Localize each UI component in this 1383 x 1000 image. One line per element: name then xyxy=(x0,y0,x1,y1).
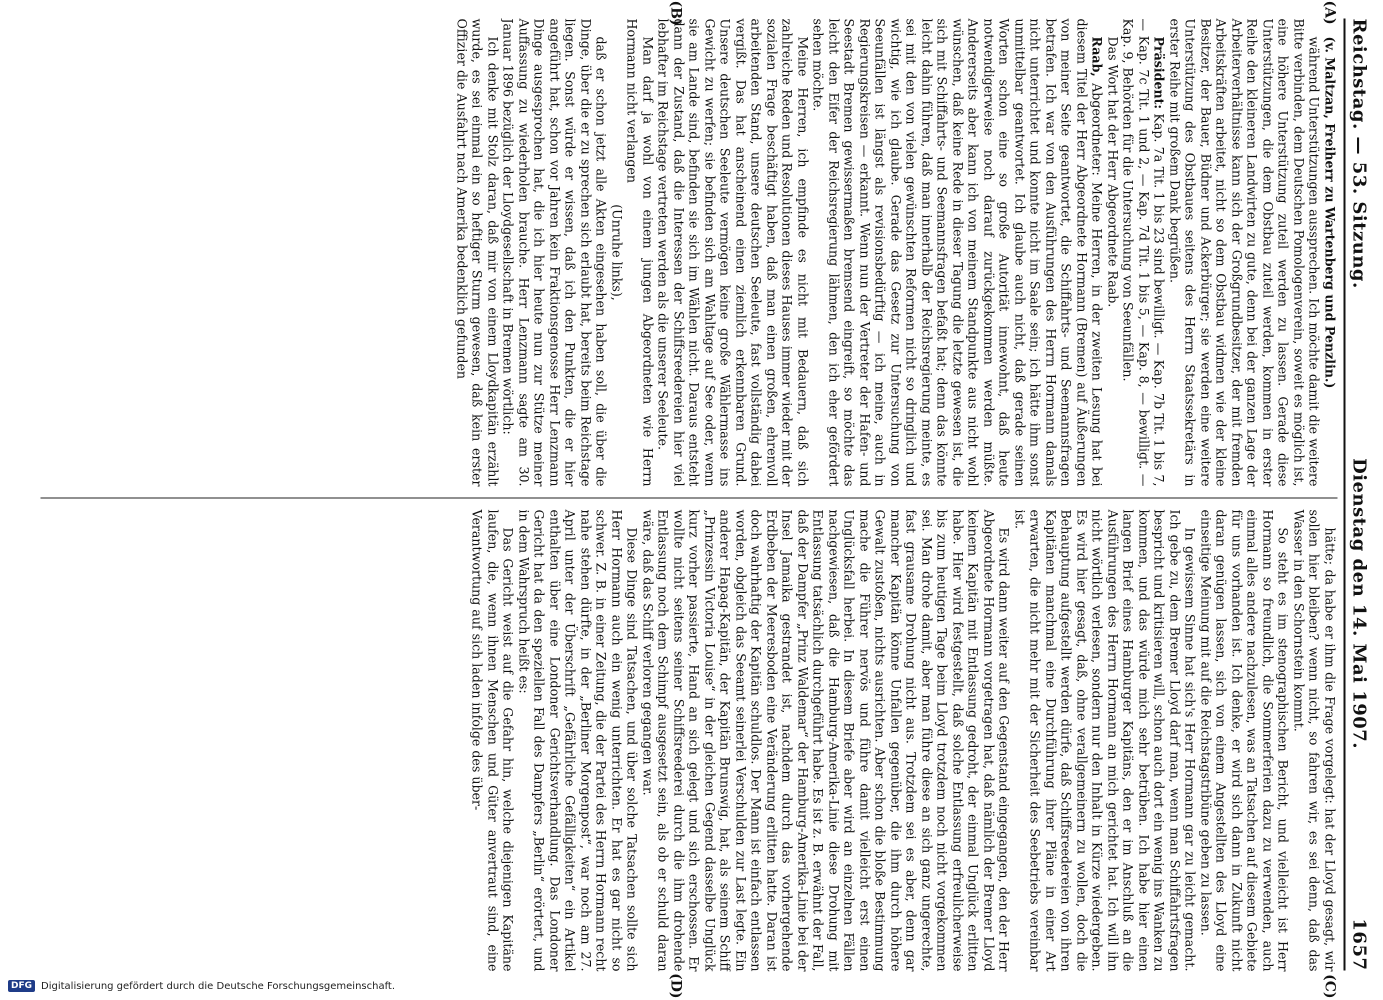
paragraph-text: Abgeordneter: Meine Herren, in der zweiten Lesung hat bei diesem Titel der Herr Abgeordnete Hormann (Bremen) auf Äußerungen von meiner Seite geantwortet, die Schiffahrts- und Seemannsfragen betrafen. Ich war von den Ausführungen des Herrn Hormann damals nicht unterrichtet und konnte nicht im Saale sein; ich hätte ihm sonst unmittelbar geantwortet. Ich glaube auch nicht, daß gerade seinen Worten schon eine so große Autorität innewohnt, daß heute notwendigerweise noch darauf zurückgekommen werden müßte. Andererseits aber kann ich von meinem Standpunkte aus nicht wohl wünschen, daß keine Rede in dieser Tagung die letzte gewesen ist, die sich mit Schiffahrts- und Seemannsfragen befaßt hat; denn das könnte leicht dahin führen, daß man innerhalb der Reichsregierung meinte, es sei mit den von vielen gewünschten Reformen nicht so dringlich und wichtig, wie ich glaube. Gerade das Gesetz zur Untersuchung von Seeunfällen ist längst als revisionsbedürftig — ich meine, auch in Regierungskreisen — erkannt. Wenn nun der Vertreter der Hafen- und Seestadt Bremen gewissermaßen bremsend eingreift, so möchte das leicht den Eifer der Reichsregierung lähmen, den ich eher gefördert sehen möchte. xyxy=(810,18,1105,486)
header-left: Reichstag. — 53. Sitzung. xyxy=(1348,18,1370,289)
paragraph xyxy=(640,509,1012,971)
speaker-name: Raab, xyxy=(1089,36,1105,77)
paragraph xyxy=(469,509,516,971)
paragraph-text: Man darf ja wohl von einem jungen Abgeordneten wie Herrn Hormann nicht verlangen xyxy=(624,18,655,486)
page-number: 1657 xyxy=(1348,917,1370,970)
paragraph xyxy=(1167,18,1322,486)
paragraph-text: Meine Herren, ich empfinde es nicht mit Bedauern, daß sich zahlreiche Reden und Resolutionen dieses Hauses immer wieder mit der sozialen Frage beschäftigt haben, daß man einen großen, ehrenvoll arbeitenden Stand, unsere deutschen Seeleute, fast vollständig dabei vergißt. Das hat anscheinend einen ziemlich erkennbaren Grund. Unsere deutschen Seeleute vermögen keine große Wählermasse ins Gewicht zu werfen; sie befinden sich am Wahltage auf See oder, wenn sie am Lande sind, befinden sie sich im Wählen nicht. Daraus entsteht dann der Zustand, daß die Interessen der Schiffsreedereien hier viel lebhafter im Reichstage vertreten werden als die unserer Seeleute. xyxy=(655,18,810,486)
paragraph-text: Kap. 7a Tit. 1 bis 23 sind bewilligt. — Kap. 7b Tit. 1 bis 7, — Kap. 7c Tit. 1 und 2, — Kap. 7d Tit. 1 bis 5, — Kap. 8, — bewilligt. — Kap. 9, Behörden für die Untersuchung von Seeunfällen. xyxy=(1120,18,1167,486)
footer-text: Digitalisierung gefördert durch die Deutsche Forschungsgemeinschaft. xyxy=(41,980,396,992)
paragraph xyxy=(454,18,501,486)
page-header xyxy=(1343,18,1373,970)
margin-label-b: (B) xyxy=(667,0,683,26)
paragraph xyxy=(516,509,640,971)
paragraph-text: während Unterstützungen aussprechen. Ich möchte damit die weitere Bitte verbinden, dem Deutschen Pomologenverein, soweit es möglich ist, eine höhere Unterstützung zuteil werden zu lassen. Gerade diese Unterstützungen, die dem Obstbau zuteil werden, kommen in erster Reihe den kleineren Landwirten zu gute, denn bei der ganzen Lage der Arbeiterverhältnisse kann sich der Großgrundbesitzer, der mit fremden Arbeitskräften arbeitet, nicht so dem Obstbau widmen wie der kleine Besitzer, der Bauer, Büdner und Ackerbürger; sie werden eine weitere Unterstützung des Obstbaues seitens des Herrn Staatssekretärs in erster Reihe mit großem Dank begrüßen. xyxy=(1167,18,1322,486)
column-divider xyxy=(40,497,1337,498)
paragraph-text: Diese Dinge sind Tatsachen, und über solche Tatsachen sollte sich Herr Hormann auch ein wenig unterrichten. Er hat es gar nicht so schwer. Z. B. in einer Zeitung, die der Partei des Herrn Hormann recht nahe stehen dürfte, in der „Berliner Morgenpost“, war noch am 27. April unter der Überschrift „Gefährliche Gefälligkeiten“ ein Artikel enthalten über eine Londoner Gerichtsverhandlung. Das Londoner Gericht hat da den speziellen Fall des Dampfers „Berlin“ erörtert, und in dem Wahrspruch heißt es: xyxy=(516,509,640,971)
left-text-column xyxy=(40,18,1337,486)
paragraph xyxy=(624,18,655,486)
paragraph xyxy=(1105,18,1121,486)
paragraph-text: Das Gericht weist auf die Gefahr hin, welche diejenigen Kapitäne laufen, die, wenn ihnen Menschen und Güter anvertraut sind, eine Verantwortung auf sich laden infolge des über- xyxy=(469,509,516,971)
margin-label-d: (D) xyxy=(667,972,683,998)
paragraph-text: Das Wort hat der Herr Abgeordnete Raab. xyxy=(1105,36,1120,307)
paragraph xyxy=(1291,509,1338,971)
paragraph-text: hätte; da habe er ihm die Frage vorgelegt: hat der Lloyd gesagt, wir sollen hier bleiben? wenn nicht, so fahren wir, es sei denn, daß das Wasser in den Schornstein kommt. xyxy=(1291,509,1337,971)
paragraph xyxy=(1120,18,1167,486)
speaker-name: (v. Maltzan, Freiherr zu Wartenberg und Penzlin.) xyxy=(1322,36,1337,388)
paragraph xyxy=(500,18,609,486)
paragraph xyxy=(655,18,810,486)
digitization-footer xyxy=(0,978,1383,994)
margin-label-c: (C) xyxy=(1321,973,1337,998)
paragraph-text: Ich denke mit Stolz daran, daß mir von einem Lloydkapitän erzählt wurde, es sei einmal ein so heftiger Sturm gewesen, daß kein erster Offizier die Ausfahrt nach Amerika bedenklich gefunden xyxy=(454,18,500,486)
paragraph xyxy=(1012,509,1198,971)
paragraph xyxy=(609,18,625,486)
paragraph-text: Es wird dann weiter auf den Gegenstand eingegangen, den der Herr Abgeordnete Hormann vorgetragen hat, daß nämlich der Bremer Lloyd keinem Kapitän mit Entlassung gedroht, der einmal Unglück erlitten habe. Hier wird festgestellt, daß solche Entlassung erfreulicherweise bis zum heutigen Tage beim Lloyd trotzdem noch nicht vorgekommen sei. Man drohe damit, aber man führe diese an sich ganz ungerechte, fast grausame Drohung nicht aus. Trotzdem sei es aber, denn gar mancher Kapitän könne Unfallen gegenüber, die ihm durch höhere Gewalt zustoßen, nichts ausrichten. Aber schon die bloße Bestimmung mache die Führer nervös und führe damit vielleicht erst einen Unglücksfall herbei. In diesem Briefe aber wird an einzelnen Fällen nachgewiesen, daß die Hamburg-Amerika-Linie diese Drohung mit Entlassung tatsächlich durchgeführt habe. Es ist z. B. erwähnt der Fall, daß der Dampfer „Prinz Waldemar“ der Hamburg-Amerika-Linie bei der Insel Jamaika gestrandet ist, nachdem durch das vorhergehende Erdbeben der Meeresboden eine Veränderung erlitten hatte. Daran ist doch wahrhaftig der Kapitän schuldlos. Der Mann ist einfach entlassen worden, obgleich das Seeamt seinerlei Verschulden zur Last legte. Ein anderer Hapag-Kapitän, der Kapitän Brunswig, hat, als seinem Schiff „Prinzessin Victoria Louise“ in der gleichen Gegend dasselbe Unglück kurz vorher passierte, Hand an sich gelegt und sich erschossen. Er wollte nicht seitens seiner Schiffsreederei durch die ihm drohende Entlassung noch dem Schimpf ausgesetzt sein, als ob er schuld daran wäre, daß das Schiff verloren gegangen war. xyxy=(640,509,1012,971)
paragraph-text: daß er schon jetzt alle Akten eingesehen haben soll, die über die Dinge, über die er zu sprechen sich erlaubt hat, bereits beim Reichstage liegen. Sonst würde er wissen, daß ich den Punkten, die er hier angeführt hat, schon vor Jahren kein Fraktionsgenosse Herr Lenzmann Dinge ausgesprochen hat, die ich hier heute nun zur Stütze meiner Auffassung zu wiederholen brauche. Herr Lenzmann sagte am 30. Januar 1896 bezüglich der Lloydgesellschaft in Bremen wörtlich: xyxy=(500,18,609,486)
dfg-logo: DFG xyxy=(8,980,35,992)
paragraph xyxy=(1322,18,1338,486)
paragraph xyxy=(810,18,1105,486)
margin-label-a: (A) xyxy=(1321,0,1337,25)
paragraph xyxy=(1198,509,1291,971)
right-text-column xyxy=(40,509,1337,971)
paragraph-text: So steht es im stenographischen Bericht, und vielleicht ist Herr Hormann so freundlich, die Sommerferien dazu zu verwenden, auch einmal alles andere nachzulesen, was an Tatsachen auf diesem Gebiete für uns vorhanden ist. Ich denke, er wird sich dann in Zukunft nicht daran genügen lassen, sich von einem Angestellten des Lloyd eine einseitige Meinung mit auf die Reichstagstribüne geben zu lassen. xyxy=(1198,509,1291,971)
speaker-name: Präsident: xyxy=(1151,36,1167,109)
paragraph-text: (Unruhe links), xyxy=(609,203,624,301)
paragraph-text: In gewissem Sinne hat sich's Herr Hormann gar zu leicht gemacht. Ich gebe zu, dem Bremer Lloyd darf man, wenn man Schiffahrtsfragen bespricht und kritisieren will, schon auch dort ein wenig ins Wanken zu kommen, und das würde mich sehr betrüben. Ich habe hier einen langen Brief eines Hamburger Kapitäns, den er im Anschluß an die Ausführungen des Herrn Hormann an mich gerichtet hat. Ich will ihn nicht wörtlich verlesen, sondern nur den Inhalt in Kürze wiedergeben. Es wird hier gesagt, daß, ohne verallgemeinern zu wollen, doch die Behauptung aufgestellt werden dürfe, daß Schiffsreedereien von ihren Kapitänen manchmal eine Durchführung ihrer Pläne in einer Art erwarten, die nicht mehr mit der Sicherheit des Seebetriebs vereinbar ist. xyxy=(1012,509,1198,971)
header-date: Dienstag den 14. Mai 1907. xyxy=(1348,457,1370,749)
